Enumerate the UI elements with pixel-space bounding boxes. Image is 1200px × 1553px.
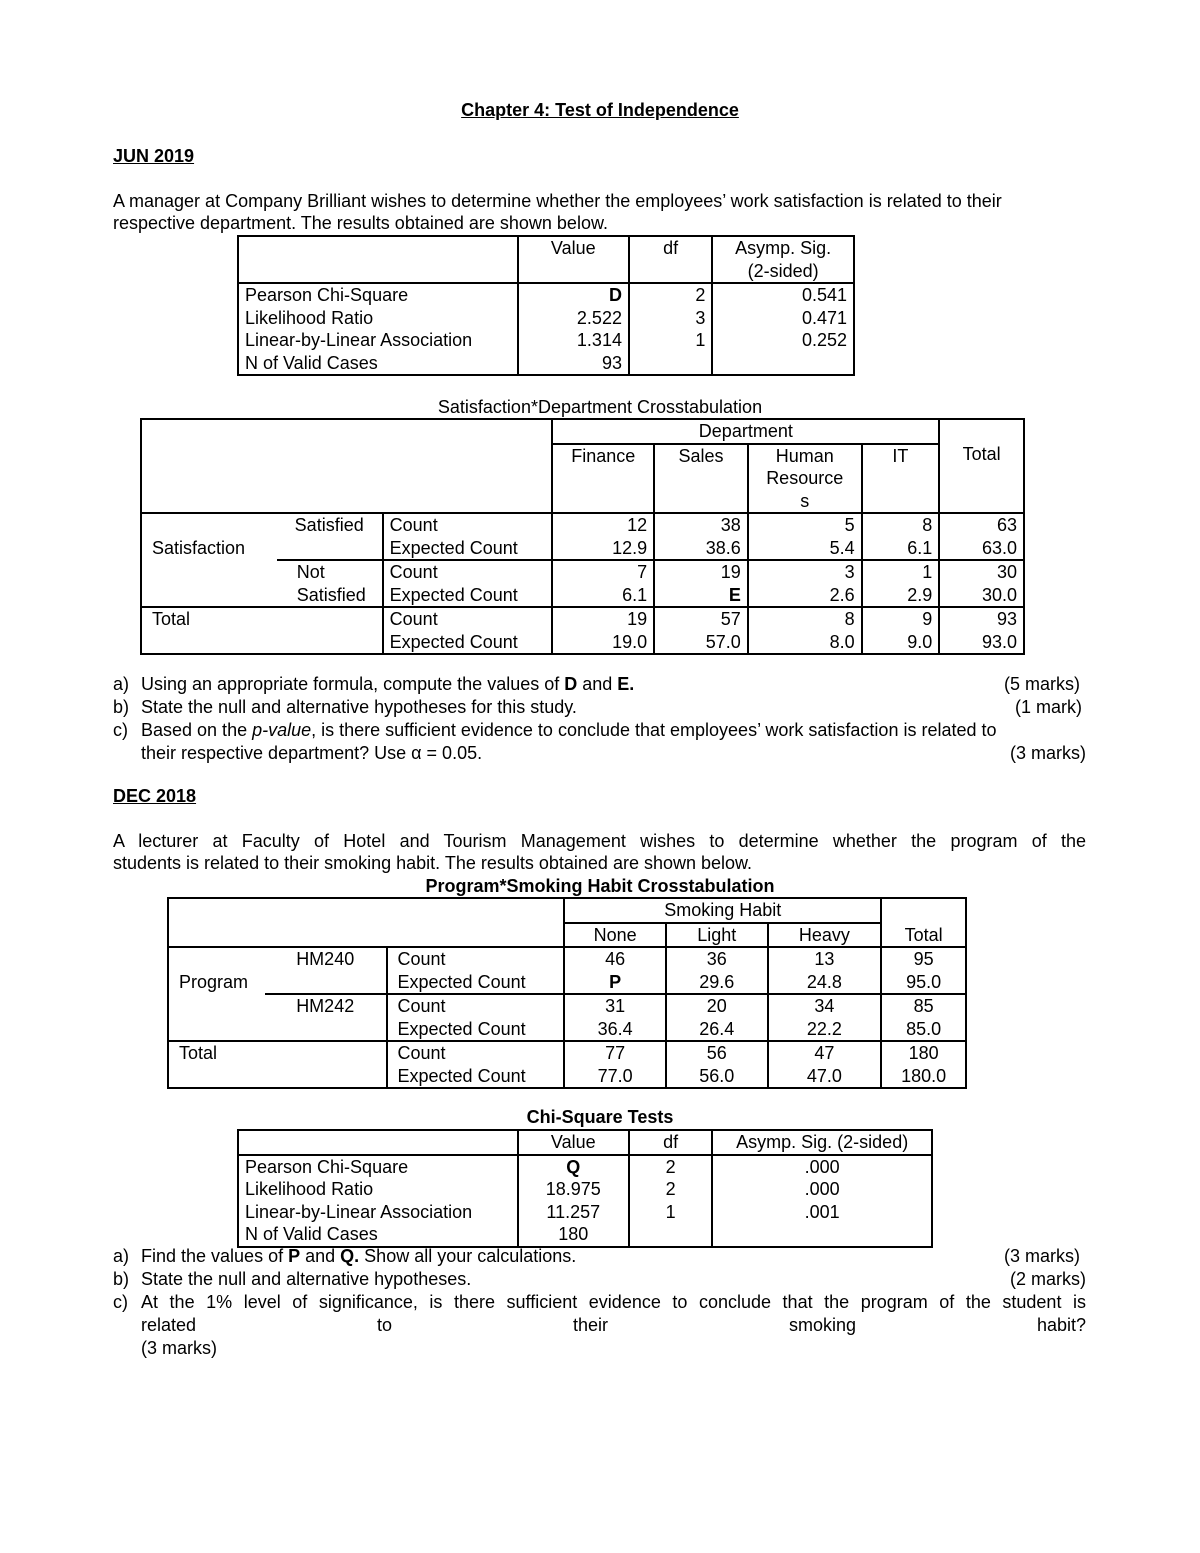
cell: 3 [748,560,862,584]
cell-sig: .001 [804,1201,840,1222]
stat-expected-count: Expected Count [387,971,565,995]
stat-expected-count: Expected Count [383,584,553,608]
cell-sig [712,352,854,376]
cell: 24.8 [768,971,882,995]
col-header-value: Value [518,236,629,283]
row-label: Likelihood Ratio [238,307,518,330]
cell-sig: .000 [804,1179,840,1199]
cell-value-q: Q [518,1155,629,1179]
stat-count: Count [387,1041,565,1065]
chi-square-table-jun-2019 [237,235,855,376]
page-title: Chapter 4: Test of Independence [461,100,739,120]
cell-e: E [654,584,748,608]
stat-expected-count: Expected Count [387,1065,565,1089]
col-header-df: df [629,1130,712,1155]
cell: 13 [768,947,882,971]
smoking-habit-header: Smoking Habit [564,898,881,923]
cell: 180 [908,1043,939,1063]
stat-count: Count [387,994,565,1018]
col-header-human-resources: Human Resource s [748,444,862,514]
intro-line-1: A lecturer at Faculty of Hotel and Tourism Management wishes to determine whether the program of the [113,831,1086,851]
col-header-sig: Asymp. Sig. (2-sided) [712,1130,932,1155]
cell: 85.0 [881,1018,966,1042]
crosstab-table-jun-2019 [140,418,1025,655]
cell: 5 [748,513,862,537]
cell: 1 [862,560,940,584]
cell: 6.1 [862,537,940,561]
cell: 12.9 [552,537,654,561]
col-header-sig: Asymp. Sig. (2-sided) [712,236,854,283]
cell-df: 1 [629,1201,712,1224]
cell-df: 2 [629,1155,712,1179]
row-label: Linear-by-Linear Association [238,1201,518,1224]
cell-value: 18.975 [518,1178,629,1201]
cell-value: 2.522 [518,307,629,330]
cell: 56 [666,1041,768,1065]
cell: 95.0 [881,971,966,995]
cell: 8.0 [748,631,862,655]
col-header-heavy: Heavy [768,923,882,948]
col-header-none: None [564,923,666,948]
cell: 19 [654,560,748,584]
chi-square-tests-caption: Chi-Square Tests [526,1107,674,1127]
stat-count: Count [383,607,553,631]
col-header-finance: Finance [552,444,654,514]
cell: 19 [552,607,654,631]
cell: 85 [913,996,934,1016]
cell-sig: 0.541 [801,285,847,305]
cell: 63 [996,515,1017,535]
marks: (5 marks) [1004,674,1080,694]
cell-sig: 0.471 [801,307,847,328]
cell: 2.6 [748,584,862,608]
cell-sig: 0.252 [801,330,847,350]
cell-value: 93 [518,352,629,376]
col-header-total: Total [939,419,1024,513]
row-not-satisfied: Not Satisfied [277,560,383,607]
cell: 19.0 [552,631,654,655]
stat-expected-count: Expected Count [383,537,553,561]
stat-count: Count [383,560,553,584]
cell-sig [712,1223,932,1247]
col-header-sales: Sales [654,444,748,514]
row-label: N of Valid Cases [238,352,518,376]
cell-sig: .000 [804,1156,840,1177]
section-heading-dec-2018: DEC 2018 [113,786,197,806]
cell: 8 [748,607,862,631]
intro-line-2: respective department. The results obtained are shown below. [113,213,608,233]
crosstab-table-dec-2018 [167,897,967,1089]
col-header-light: Light [666,923,768,948]
cell: 47.0 [768,1065,882,1089]
row-label: Pearson Chi-Square [238,1155,518,1179]
row-group-program: Program [168,947,265,1041]
row-hm242: HM242 [265,994,387,1041]
cell: 56.0 [666,1065,768,1089]
marks: (1 mark) [1015,697,1082,717]
cell: 77.0 [564,1065,666,1089]
cell: 38.6 [654,537,748,561]
cell-value-d: D [518,283,629,307]
cell-df: 3 [629,307,712,330]
cell: 8 [862,513,940,537]
row-total: Total [168,1041,387,1088]
cell: 9 [862,607,940,631]
row-satisfied: Satisfied [277,513,383,560]
intro-line-2: students is related to their smoking habit. The results obtained are shown below. [113,853,753,873]
row-label: Linear-by-Linear Association [238,329,518,352]
marks: (2 marks) [1010,1269,1086,1289]
stat-expected-count: Expected Count [383,631,553,655]
section-heading-jun-2019: JUN 2019 [113,146,195,166]
cell: 34 [768,994,882,1018]
cell-value: 1.314 [518,329,629,352]
col-header-it: IT [862,444,940,514]
crosstab-caption-jun-2019: Satisfaction*Department Crosstabulation [437,397,763,417]
cell-df: 2 [629,283,712,307]
row-label: Pearson Chi-Square [238,283,518,307]
cell: 7 [552,560,654,584]
cell: 93 [996,609,1017,629]
cell: 26.4 [666,1018,768,1042]
cell: 38 [654,513,748,537]
cell-df [629,1223,712,1247]
cell: 29.6 [666,971,768,995]
cell: 12 [552,513,654,537]
col-header-total: Total [881,898,966,947]
cell-df: 2 [629,1178,712,1201]
department-header: Department [552,419,939,444]
cell: 31 [564,994,666,1018]
row-total: Total [141,607,383,654]
cell: 36.4 [564,1018,666,1042]
cell: 46 [564,947,666,971]
cell: 36 [666,947,768,971]
crosstab-caption-dec-2018: Program*Smoking Habit Crosstabulation [425,876,775,896]
cell: 6.1 [552,584,654,608]
cell-value: 11.257 [518,1201,629,1224]
row-label: N of Valid Cases [238,1223,518,1247]
cell: 2.9 [862,584,940,608]
cell-p: P [564,971,666,995]
marks: (3 marks) [1010,743,1086,763]
cell-value: 180 [518,1223,629,1247]
cell: 47 [768,1041,882,1065]
cell: 93.0 [981,631,1017,652]
row-label: Likelihood Ratio [238,1178,518,1201]
cell: 5.4 [748,537,862,561]
stat-count: Count [383,513,553,537]
stat-count: Count [387,947,565,971]
cell: 20 [666,994,768,1018]
col-header-value: Value [518,1130,629,1155]
cell: 30.0 [939,584,1024,608]
chi-square-table-dec-2018 [237,1129,933,1248]
cell: 22.2 [768,1018,882,1042]
cell: 57.0 [654,631,748,655]
col-header-df: df [629,236,712,283]
marks: (3 marks) [1004,1246,1080,1266]
cell: 9.0 [862,631,940,655]
row-group-satisfaction: Satisfaction [141,513,277,607]
cell-df [629,352,712,376]
cell: 30 [996,562,1017,582]
cell: 180.0 [901,1065,947,1086]
cell: 95 [913,949,934,969]
row-hm240: HM240 [265,947,387,994]
cell: 77 [564,1041,666,1065]
stat-expected-count: Expected Count [387,1018,565,1042]
cell: 63.0 [939,537,1024,561]
intro-line-1: A manager at Company Brilliant wishes to determine whether the employees’ work satisfaction is related to their [113,191,1002,211]
cell-df: 1 [629,329,712,352]
cell: 57 [654,607,748,631]
